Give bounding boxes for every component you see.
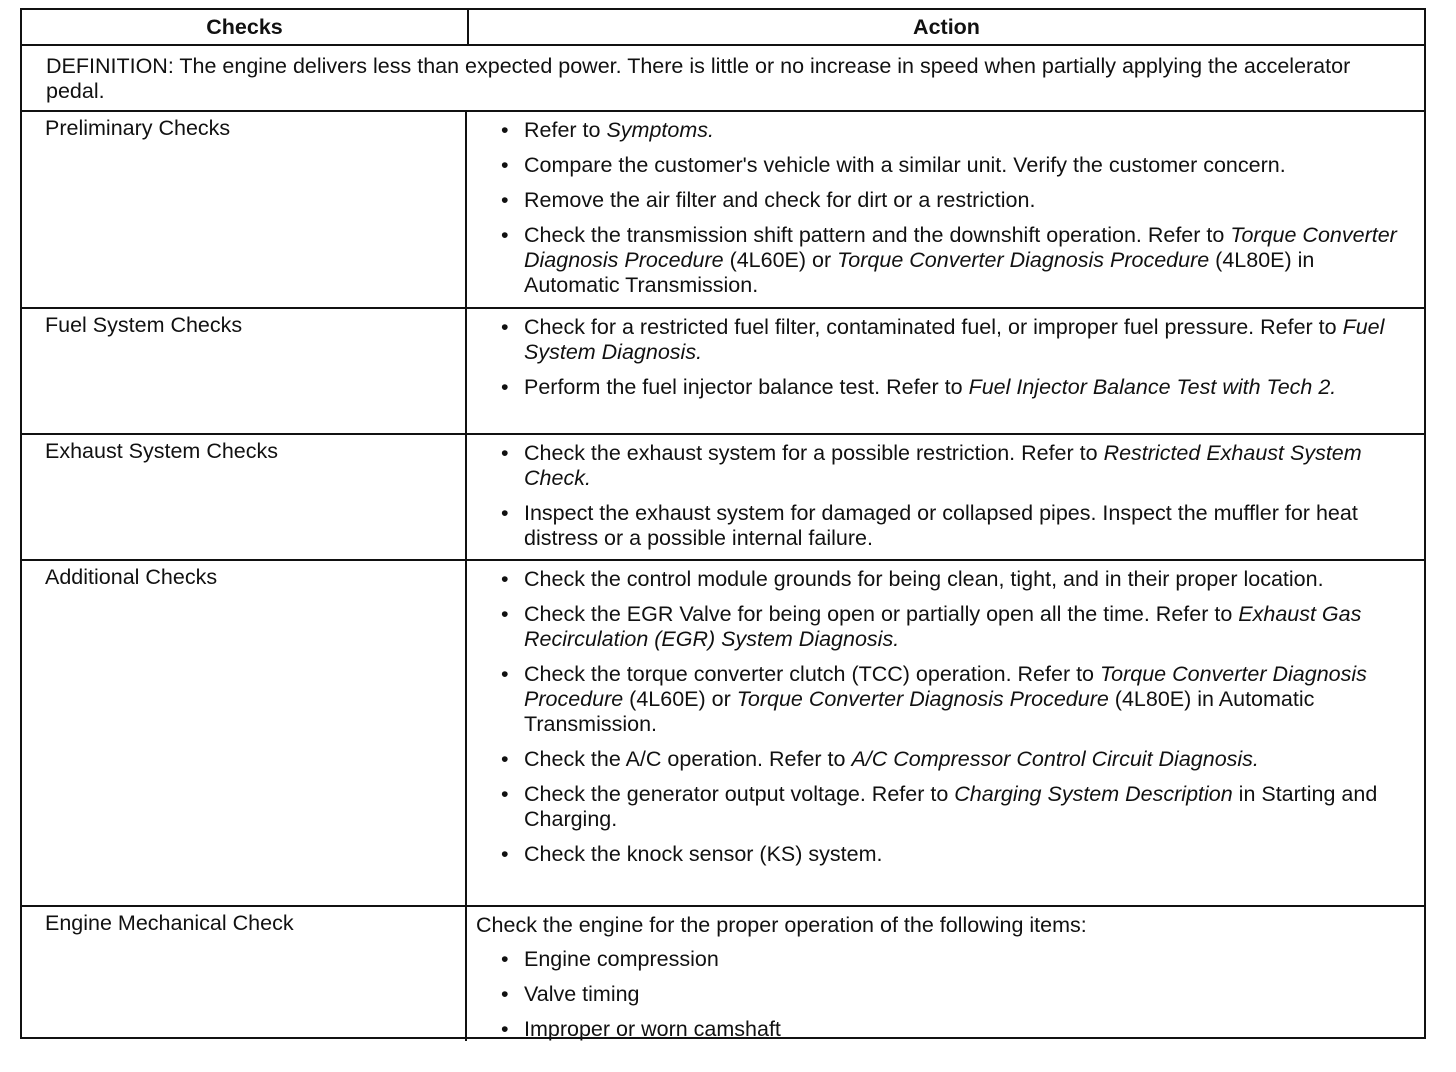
column-header-action: Action — [913, 15, 980, 39]
section-row — [22, 309, 1424, 435]
section-row — [22, 435, 1424, 561]
item-text: Engine compression — [524, 947, 719, 971]
list-item — [501, 118, 1414, 143]
list-item — [501, 501, 1414, 551]
definition-label: DEFINITION: — [46, 54, 174, 78]
list-item — [501, 441, 1414, 491]
list-item — [501, 223, 1414, 298]
section-title: Fuel System Checks — [22, 309, 467, 433]
reference-text: Exhaust Gas Recirculation (EGR) System Diagnosis. — [524, 602, 1362, 651]
item-text: Compare the customer's vehicle with a similar unit. Verify the customer concern. — [524, 153, 1286, 177]
section-title: Preliminary Checks — [22, 112, 467, 307]
reference-text: A/C Compressor Control Circuit Diagnosis. — [851, 747, 1259, 771]
list-item — [501, 188, 1414, 213]
item-text: (4L80E) in Automatic Transmission. — [524, 687, 1315, 736]
section-actions — [467, 907, 1424, 1041]
table-header — [22, 10, 1424, 46]
section-row — [22, 112, 1424, 309]
list-item — [501, 747, 1414, 772]
reference-text: Torque Converter Diagnosis Procedure — [736, 687, 1109, 711]
item-text: Check the EGR Valve for being open or partially open all the time. Refer to — [524, 602, 1239, 626]
item-text: Check the transmission shift pattern and the downshift operation. Refer to — [524, 223, 1231, 247]
section-title: Engine Mechanical Check — [22, 907, 467, 1041]
list-item — [501, 153, 1414, 178]
item-text: Check for a restricted fuel filter, contaminated fuel, or improper fuel pressure. Refer to — [524, 315, 1343, 339]
section-title: Exhaust System Checks — [22, 435, 467, 559]
reference-text: Torque Converter Diagnosis Procedure — [837, 248, 1210, 272]
item-text: Perform the fuel injector balance test. Refer to — [524, 375, 969, 399]
section-title: Additional Checks — [22, 561, 467, 905]
reference-text: Torque Converter Diagnosis Procedure — [524, 662, 1367, 711]
list-item — [501, 315, 1414, 365]
reference-text: Fuel System Diagnosis. — [524, 315, 1385, 364]
item-text: Check the A/C operation. Refer to — [524, 747, 852, 771]
list-item — [501, 782, 1414, 832]
list-item — [501, 982, 1414, 1007]
item-text: Check the control module grounds for being clean, tight, and in their proper location. — [524, 567, 1324, 591]
reference-text: Restricted Exhaust System Check. — [524, 441, 1362, 490]
item-text: Check the knock sensor (KS) system. — [524, 842, 883, 866]
definition-text: The engine delivers less than expected power. There is little or no increase in speed when partially applying the accelerator pedal. — [46, 54, 1351, 103]
list-item — [501, 1017, 1414, 1042]
item-text: (4L60E) or — [623, 687, 737, 711]
item-text: Check the generator output voltage. Refer to — [524, 782, 955, 806]
action-list — [501, 441, 1414, 551]
diagnostic-table — [20, 8, 1426, 1039]
definition-row — [22, 46, 1424, 112]
list-item — [501, 375, 1414, 400]
list-item — [501, 602, 1414, 652]
list-item — [501, 842, 1414, 867]
item-text: Valve timing — [524, 982, 640, 1006]
section-intro: Check the engine for the proper operation of the following items: — [476, 913, 1087, 937]
list-item — [501, 567, 1414, 592]
section-actions — [467, 309, 1424, 433]
action-list — [501, 118, 1414, 298]
section-row — [22, 561, 1424, 907]
action-list — [501, 567, 1414, 867]
list-item — [501, 662, 1414, 737]
section-actions — [467, 112, 1424, 307]
item-text: (4L60E) or — [723, 248, 838, 272]
section-actions — [467, 435, 1424, 559]
column-header-checks: Checks — [22, 10, 469, 44]
reference-text: Symptoms. — [606, 118, 714, 142]
item-text: Refer to — [524, 118, 607, 142]
action-list — [501, 947, 1414, 1042]
reference-text: Charging System Description — [954, 782, 1233, 806]
item-text: Check the exhaust system for a possible restriction. Refer to — [524, 441, 1104, 465]
item-text: Improper or worn camshaft — [524, 1017, 781, 1041]
item-text: Check the torque converter clutch (TCC) operation. Refer to — [524, 662, 1100, 686]
section-actions — [467, 561, 1424, 905]
section-row — [22, 907, 1424, 1041]
list-item — [501, 947, 1414, 972]
action-list — [501, 315, 1414, 400]
item-text: (4L80E) in Automatic Transmission. — [524, 248, 1315, 297]
reference-text: Torque Converter Diagnosis Procedure — [524, 223, 1397, 272]
item-text: Inspect the exhaust system for damaged or collapsed pipes. Inspect the muffler for heat distress or a possible internal failure. — [524, 501, 1358, 550]
reference-text: Fuel Injector Balance Test with Tech 2. — [968, 375, 1337, 399]
item-text: Remove the air filter and check for dirt or a restriction. — [524, 188, 1036, 212]
item-text: in Starting and Charging. — [524, 782, 1378, 831]
